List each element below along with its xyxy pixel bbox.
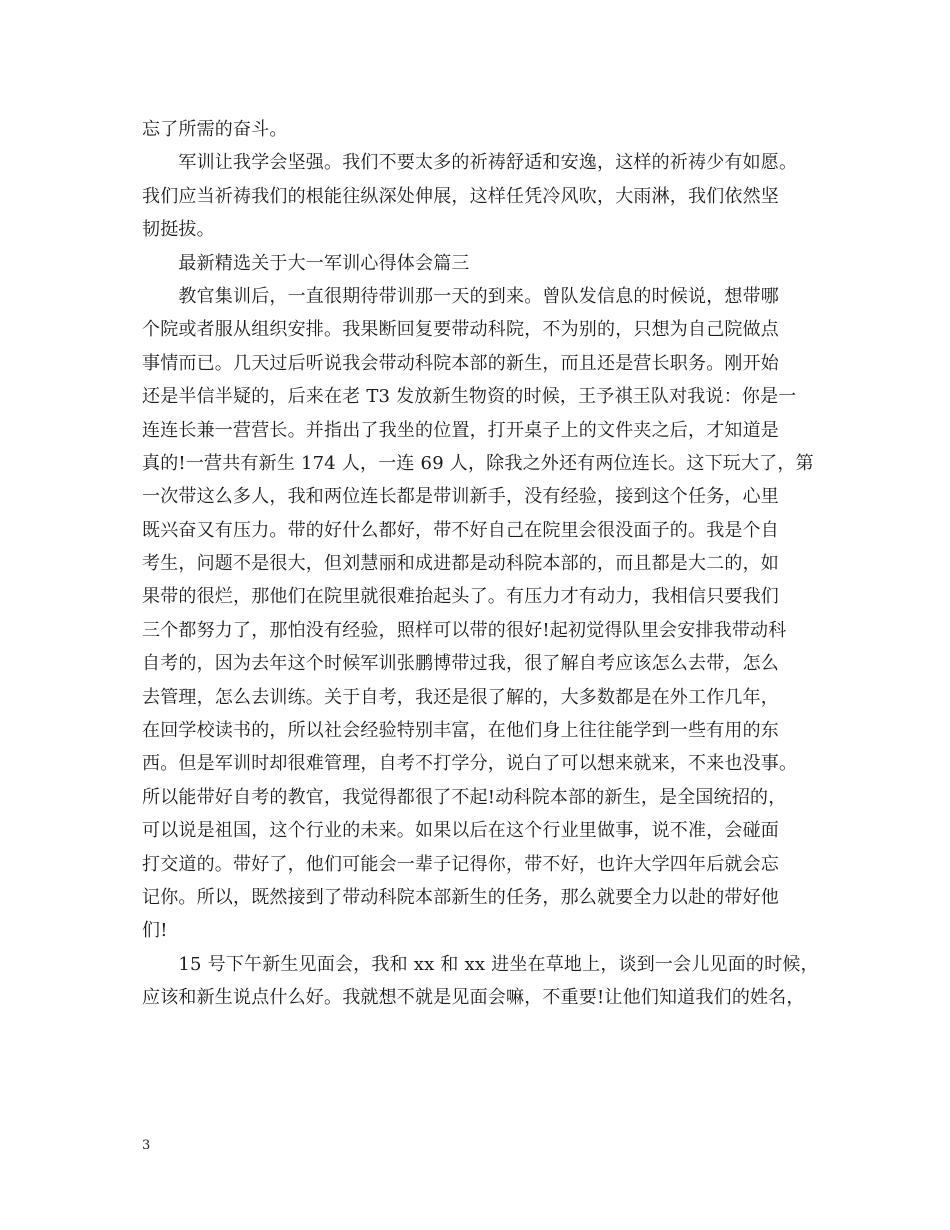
text-line: 教官集训后，一直很期待带训那一天的到来。曾队发信息的时候说，想带哪 — [142, 285, 779, 307]
text-line: 我们应当祈祷我们的根能往纵深处伸展，这样任凭冷风吹，大雨淋，我们依然坚 — [142, 185, 779, 207]
text-line: 们! — [142, 920, 168, 942]
text-line: 去管理，怎么去训练。关于自考，我还是很了解的，大多数都是在外工作几年， — [142, 686, 779, 708]
text-line: 还是半信半疑的，后来在老 T3 发放新生物资的时候，王予祺王队对我说：你是一 — [142, 386, 797, 408]
text-line: 既兴奋又有压力。带的好什么都好，带不好自己在院里会很没面子的。我是个自 — [142, 519, 779, 541]
text-line: 事情而已。几天过后听说我会带动科院本部的新生，而且还是营长职务。刚开始 — [142, 352, 779, 374]
text-line: 西。但是军训时却很难管理，自考不打学分，说白了可以想来就来，不来也没事。 — [142, 753, 798, 775]
page-number: 3 — [142, 1138, 151, 1153]
text-line: 自考的，因为去年这个时候军训张鹏博带过我，很了解自考应该怎么去带，怎么 — [142, 653, 779, 675]
section-heading: 最新精选关于大一军训心得体会篇三 — [142, 252, 470, 274]
text-line: 连连长兼一营营长。并指出了我坐的位置，打开桌子上的文件夹之后，才知道是 — [142, 419, 779, 441]
text-line: 打交道的。带好了，他们可能会一辈子记得你，带不好，也许大学四年后就会忘 — [142, 853, 779, 875]
text-line: 应该和新生说点什么好。我就想不就是见面会嘛，不重要!让他们知道我们的姓名， — [142, 987, 805, 1009]
text-line: 记你。所以，既然接到了带动科院本部新生的任务，那么就要全力以赴的带好他 — [142, 886, 779, 908]
text-line: 个院或者服从组织安排。我果断回复要带动科院，不为别的，只想为自己院做点 — [142, 319, 779, 341]
text-line: 忘了所需的奋斗。 — [142, 119, 288, 140]
text-line: 所以能带好自考的教官，我觉得都很了不起!动科院本部的新生，是全国统招的， — [142, 786, 787, 808]
text-line: 在回学校读书的，所以社会经验特别丰富，在他们身上往往能学到一些有用的东 — [142, 720, 779, 742]
text-line: 15 号下午新生见面会，我和 xx 和 xx 进坐在草地上，谈到一会儿见面的时候， — [142, 953, 819, 975]
text-line: 三个都努力了，那怕没有经验，照样可以带的很好!起初觉得队里会安排我带动科 — [142, 619, 787, 641]
text-line: 真的!一营共有新生 174 人，一连 69 人，除我之外还有两位连长。这下玩大了，第 — [142, 452, 814, 474]
text-line: 考生，问题不是很大，但刘慧丽和成进都是动科院本部的，而且都是大二的，如 — [142, 553, 779, 575]
text-line: 韧挺拔。 — [142, 219, 215, 241]
text-line: 果带的很烂，那他们在院里就很难抬起头了。有压力才有动力，我相信只要我们 — [142, 586, 779, 608]
text-line: 军训让我学会坚强。我们不要太多的祈祷舒适和安逸，这样的祈祷少有如愿。 — [142, 152, 798, 174]
text-line: 一次带这么多人，我和两位连长都是带训新手，没有经验，接到这个任务，心里 — [142, 486, 779, 508]
body-text — [142, 113, 832, 1015]
text-line: 可以说是祖国，这个行业的未来。如果以后在这个行业里做事，说不准，会碰面 — [142, 820, 779, 842]
